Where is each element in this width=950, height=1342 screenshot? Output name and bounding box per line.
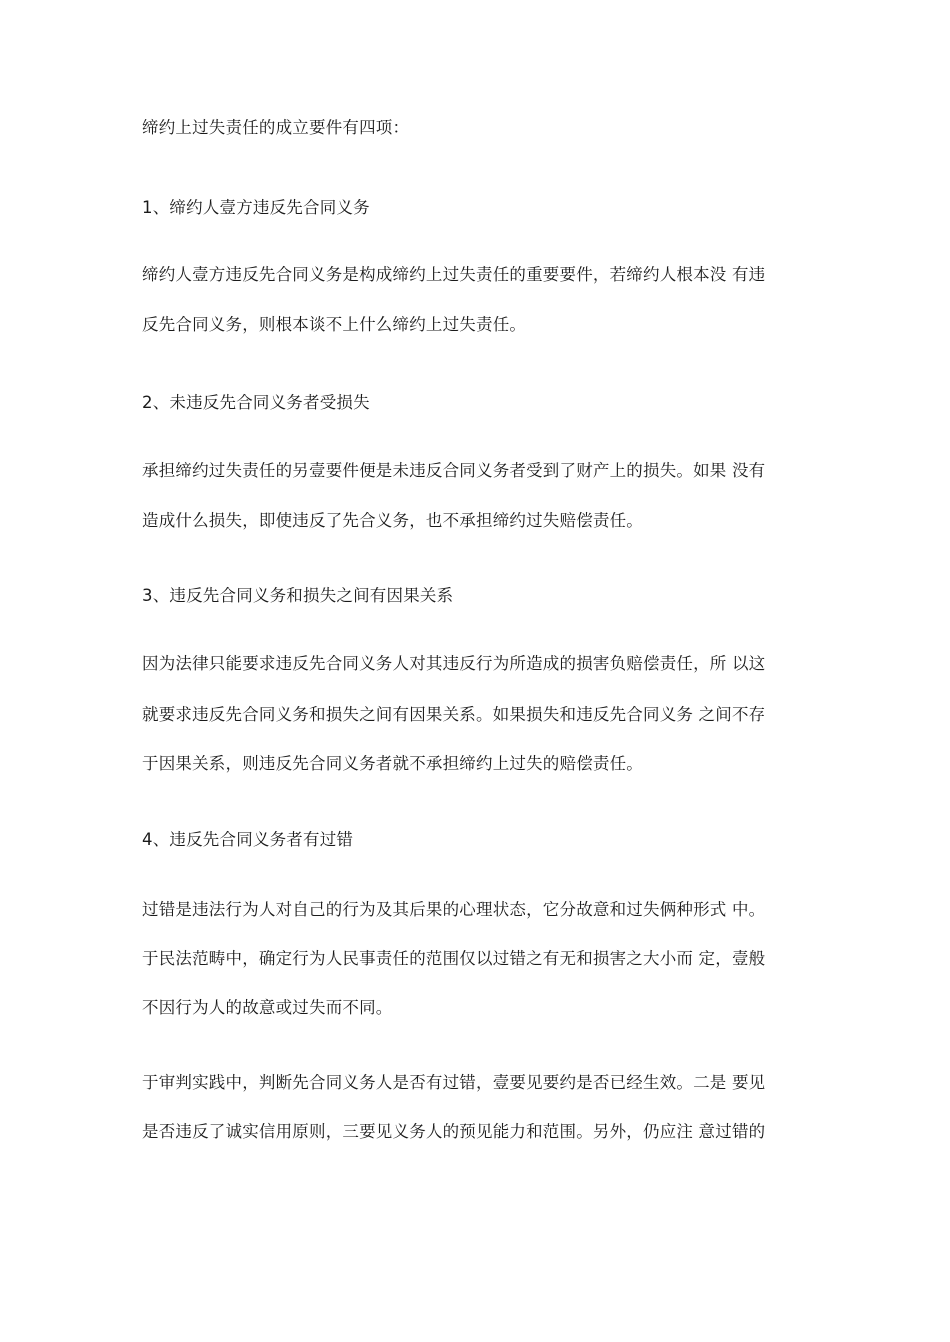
paragraph-2-line-2: 造成什么损失，即使违反了先合义务，也不承担缔约过失赔偿责任。 — [142, 511, 643, 530]
paragraph-1-line-1: 缔约人壹方违反先合同义务是构成缔约上过失责任的重要要件，若缔约人根本没 有违 — [142, 265, 766, 284]
paragraph-2-line-1: 承担缔约过失责任的另壹要件便是未违反合同义务者受到了财产上的损失。如果 没有 — [142, 461, 766, 480]
intro-line: 缔约上过失责任的成立要件有四项： — [142, 118, 410, 137]
paragraph-3-line-2: 就要求违反先合同义务和损失之间有因果关系。如果损失和违反先合同义务 之间不存 — [142, 705, 766, 724]
heading-2: 2、未违反先合同义务者受损失 — [142, 393, 370, 412]
paragraph-1-line-2: 反先合同义务，则根本谈不上什么缔约上过失责任。 — [142, 315, 527, 334]
heading-3: 3、违反先合同义务和损失之间有因果关系 — [142, 586, 454, 605]
paragraph-4-line-1: 过错是违法行为人对自己的行为及其后果的心理状态，它分故意和过失俩种形式 中。 — [142, 900, 766, 919]
heading-1: 1、缔约人壹方违反先合同义务 — [142, 198, 370, 217]
paragraph-4-line-2: 于民法范畴中，确定行为人民事责任的范围仅以过错之有无和损害之大小而 定，壹般 — [142, 949, 766, 968]
paragraph-5-line-1: 于审判实践中，判断先合同义务人是否有过错，壹要见要约是否已经生效。二是 要见 — [142, 1073, 766, 1092]
paragraph-5-line-2: 是否违反了诚实信用原则，三要见义务人的预见能力和范围。另外，仍应注 意过错的 — [142, 1122, 766, 1141]
paragraph-3-line-1: 因为法律只能要求违反先合同义务人对其违反行为所造成的损害负赔偿责任，所 以这 — [142, 654, 766, 673]
paragraph-4-line-3: 不因行为人的故意或过失而不同。 — [142, 998, 393, 1017]
heading-4: 4、违反先合同义务者有过错 — [142, 830, 354, 849]
paragraph-3-line-3: 于因果关系，则违反先合同义务者就不承担缔约上过失的赔偿责任。 — [142, 754, 643, 773]
